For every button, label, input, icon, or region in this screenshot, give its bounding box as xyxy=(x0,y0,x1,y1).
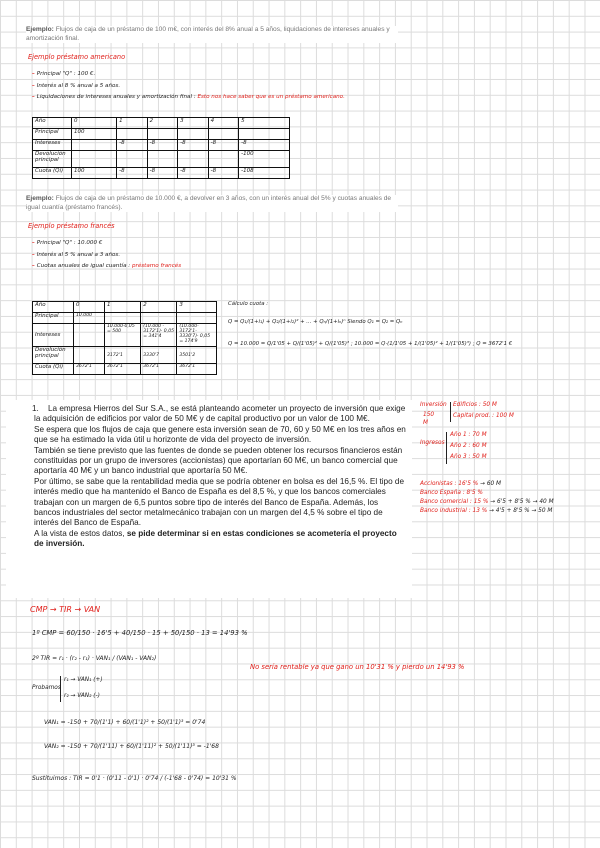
fuente-banco-espana: Banco España : 8'5 % xyxy=(420,489,483,496)
french-calc-title: Cálculo cuota : xyxy=(228,301,269,307)
capital-line: Capital prod. : 100 M xyxy=(453,413,514,419)
fuente-banco-comercial: Banco comercial : 15 % → 6'5 + 8'5 % → 40 M xyxy=(420,498,554,505)
exercise-paragraph-4: Por último, se sabe que la rentabilidad media que se podría obtener en bolsa es del 16,5 %. El tipo de interés medio que ha mantenido el Banco de España es del 8,5 %, y que los bancos comerciales trabajan con un margen de 6,5 puntos sobre tipo de interés del Banco de España. Además, los bancos industriales del sector metalmecánico trabajan con un margen del 4,5 % sobre el tipo de interés del Banco de España. xyxy=(34,476,405,528)
french-calc-line2: Q = 10.000 = Q/1'05 + Q/(1'05)² + Q/(1'05)³ ; 10.000 = Q·(1/1'05 + 1/(1'05)² + 1/(1'05)³) ; Q = 3672'1 € xyxy=(228,340,513,347)
french-bullet-2: – Interés al 5 % anual a 3 años. xyxy=(32,251,121,258)
fuente-accionistas: Accionistas : 16'5 % → 60 M xyxy=(420,481,502,487)
french-calc-line1: Q = Q₁/(1+i₁) + Q₂/(1+i₂)² + ... + Qₙ/(1+iₙ)ⁿ Siendo Q₁ = Q₂ = Qₙ xyxy=(228,319,403,326)
french-bullet-note: préstamo francés xyxy=(131,263,182,270)
table-row: Intereses -8 -8 -8 -8 -8 xyxy=(33,140,290,151)
example2-label: Ejemplo: xyxy=(26,195,54,202)
french-table xyxy=(32,301,217,375)
solution-conclusion: No sería rentable ya que gano un 10'31 % y pierdo un 14'93 % xyxy=(250,663,465,671)
table-row: Devolución principal -100 xyxy=(33,151,290,168)
solution-step2: 2º TIR = r₁ · (r₂ - r₁) · VAN₁ / (VAN₁ - VAN₂) xyxy=(32,655,157,662)
example2-text: Flujos de caja de un préstamo de 10.000 €, a devolver en 3 años, con un interés anual del 5% y cuotas anuales de igual cuantía (préstamo francés). xyxy=(26,195,392,211)
american-bullets xyxy=(32,72,345,101)
ingresos-ano-2: Año 2 : 60 M xyxy=(450,443,487,449)
fuentes-note xyxy=(420,480,554,516)
ingresos-label: Ingresos xyxy=(420,440,445,446)
exercise-number: 1. xyxy=(32,404,39,413)
american-bullet-note: Esto nos hace saber que es un préstamo americano. xyxy=(197,94,345,101)
american-bullet-3: – Liquidaciones de intereses anuales y amortización final : Esto nos hace saber que es un préstamo americano. xyxy=(32,94,345,101)
american-title: Ejemplo préstamo americano xyxy=(28,53,126,61)
solution-heading: CMP → TIR → VAN xyxy=(30,605,101,614)
table-row: Principal 100 xyxy=(33,129,290,140)
solution-van2: VAN₂ = -150 + 70/(1'11) + 60/(1'11)² + 50/(1'11)³ = -1'68 xyxy=(44,743,219,750)
french-bullet-3: – Cuotas anuales de igual cuantía : préstamo francés xyxy=(32,263,182,270)
inversion-label: Inversión xyxy=(420,402,447,408)
solution-van1: VAN₁ = -150 + 70/(1'1) + 60/(1'1)² + 50/(1'1)³ = 0'74 xyxy=(44,719,206,726)
example1-label: Ejemplo: xyxy=(26,26,54,33)
exercise-paragraph-2: Se espera que los flujos de caja que genere esta inversión sean de 70, 60 y 50 M€ en los tres años en que se ha estimado la vida útil u horizonte de vida del proyecto de inversión. xyxy=(34,424,406,445)
probe-1: r₁ → VAN₁ (+) xyxy=(64,677,103,683)
table-row: Cuota (Qi) 100 -8 -8 -8 -8 -108 xyxy=(33,168,290,179)
exercise-box xyxy=(6,400,412,598)
example2-box xyxy=(26,195,398,212)
table-row: Intereses 10.000·0,05 = 500 (10.000 - 3172'1)· 0,05 = 341'4 (10.000-3172'1-3330'7)· 0,05 = 174'9 xyxy=(33,324,217,347)
ingresos-ano-3: Año 3 : 50 M xyxy=(450,454,487,460)
probe-2: r₂ → VAN₂ (-) xyxy=(64,693,100,699)
table-row: Cuota (Qi) 3672'1 3672'1 3672'1 3672'1 xyxy=(33,364,217,375)
exercise-paragraph-1: La empresa Hierros del Sur S.A., se está planteando acometer un proyecto de inversión que exige la adquisición de edificios por valor de 50 M€ y de capital productivo por un valor de 100 M€. xyxy=(34,404,406,424)
probamos-brace xyxy=(60,676,62,702)
french-table-header: Año 0 1 2 3 xyxy=(33,302,217,313)
american-table xyxy=(32,117,290,179)
exercise-paragraph-3: También se tiene previsto que las fuentes de donde se pueden obtener los recursos financieros están constituidas por un grupo de inversores (accionistas) que aportarían 60 M€, un banco comercial que aportaría 40 M€ y un banco industrial que aportaría 50 M€. xyxy=(34,445,403,476)
example1-text: Flujos de caja de un préstamo de 100 m€, con interés del 8% anual a 5 años, liquidaciones de intereses anuales y amortización final. xyxy=(26,26,390,42)
solution-step1: 1º CMP = 60/150 · 16'5 + 40/150 · 15 + 50/150 · 13 = 14'93 % xyxy=(32,629,248,637)
solution-sustituimos: Sustituimos : TIR = 0'1 · (0'11 - 0'1) · 0'74 / (-1'68 - 0'74) = 10'31 % xyxy=(32,775,237,782)
french-bullet-1: – Principal "Q" : 10.000 € xyxy=(32,240,103,246)
exercise-paragraph-5: A la vista de estos datos, se pide determinar si en estas condiciones se acometería el proyecto de inversión. xyxy=(34,528,397,549)
edificios-line: Edificios : 50 M xyxy=(453,402,497,408)
french-title: Ejemplo préstamo francés xyxy=(28,222,115,230)
example1-box xyxy=(26,26,398,43)
american-bullet-2: – Interés al 8 % anual a 5 años. xyxy=(32,82,121,89)
ingresos-ano-1: Año 1 : 70 M xyxy=(450,432,487,438)
inversion-total: 150 M xyxy=(423,412,435,426)
french-calc xyxy=(228,302,588,347)
inversion-brace xyxy=(450,402,452,422)
french-bullets xyxy=(32,241,181,270)
american-bullet-1: – Principal "Q" : 100 €. xyxy=(32,71,96,77)
probamos-label: Probamos xyxy=(32,685,61,691)
american-table-header: Año 0 1 2 3 4 5 xyxy=(33,118,290,129)
table-row: Devolución principal 3172'1 3330'7 3501'2 xyxy=(33,347,217,364)
ingresos-brace xyxy=(446,432,448,464)
fuente-banco-industrial: Banco industrial : 13 % → 4'5 + 8'5 % → 50 M xyxy=(420,507,553,514)
table-row: Principal 10.000 xyxy=(33,313,217,324)
